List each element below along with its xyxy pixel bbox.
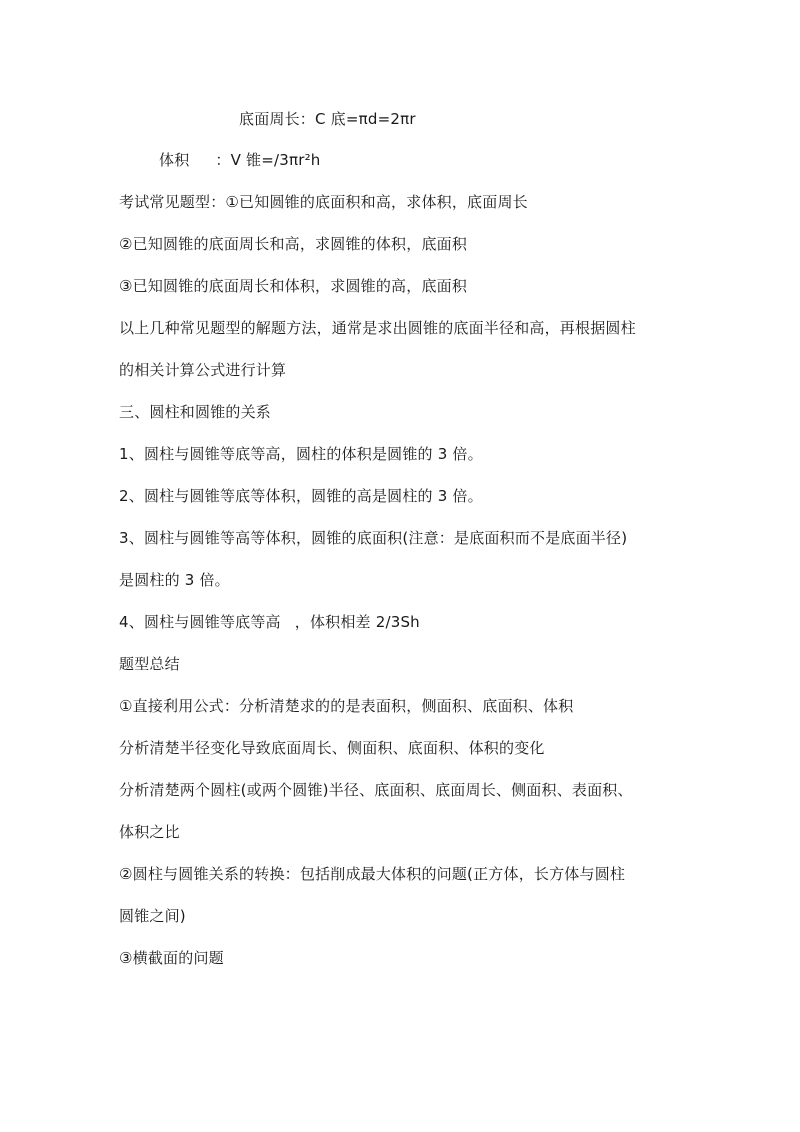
relation-item-4 <box>119 611 420 633</box>
circumference-formula-line <box>239 108 416 130</box>
exam-type-item-3: ③已知圆锥的底面周长和体积，求圆锥的高，底面积 <box>119 277 468 295</box>
method-paragraph-line-2: 的相关计算公式进行计算 <box>119 361 287 379</box>
circumference-formula: C 底=πd=2πr <box>315 110 416 128</box>
volume-label: 体积 <box>159 151 190 169</box>
summary-item-2-line-1: ②圆柱与圆锥关系的转换：包括削成最大体积的问题(正方体，长方体与圆柱 <box>119 865 626 883</box>
relation-item-4-part-2: ，体积相差 2/3Sh <box>294 613 420 631</box>
exam-type-item-2: ②已知圆锥的底面周长和高，求圆锥的体积，底面积 <box>119 235 468 253</box>
method-paragraph-line-1: 以上几种常见题型的解题方法，通常是求出圆锥的底面半径和高，再根据圆柱 <box>119 319 636 337</box>
relation-item-3-line-1: 3、圆柱与圆锥等高等体积，圆锥的底面积(注意：是底面积而不是底面半径) <box>119 529 628 547</box>
relation-item-1: 1、圆柱与圆锥等底等高，圆柱的体积是圆锥的 3 倍。 <box>119 445 483 463</box>
summary-item-1-sub-2-line-2: 体积之比 <box>119 823 180 841</box>
volume-formula-line <box>159 149 321 171</box>
circumference-label: 底面周长： <box>239 110 316 128</box>
summary-item-1-sub-1: 分析清楚半径变化导致底面周长、侧面积、底面积、体积的变化 <box>119 739 545 757</box>
volume-formula: ：V 锥=/3πr²h <box>215 151 321 169</box>
summary-item-2-line-2: 圆锥之间) <box>119 907 186 925</box>
relation-item-4-part-1: 4、圆柱与圆锥等底等高 <box>119 613 281 631</box>
summary-item-1: ①直接利用公式：分析清楚求的的是表面积，侧面积、底面积、体积 <box>119 697 574 715</box>
summary-item-3: ③横截面的问题 <box>119 949 224 967</box>
relation-item-2: 2、圆柱与圆锥等底等体积，圆锥的高是圆柱的 3 倍。 <box>119 487 483 505</box>
relation-item-3-line-2: 是圆柱的 3 倍。 <box>119 571 230 589</box>
exam-types-intro: 考试常见题型：①已知圆锥的底面积和高，求体积，底面周长 <box>119 193 528 211</box>
relations-heading: 三、圆柱和圆锥的关系 <box>119 403 272 421</box>
summary-item-1-sub-2-line-1: 分析清楚两个圆柱(或两个圆锥)半径、底面积、底面周长、侧面积、表面积、 <box>119 781 633 799</box>
summary-heading: 题型总结 <box>119 655 180 673</box>
